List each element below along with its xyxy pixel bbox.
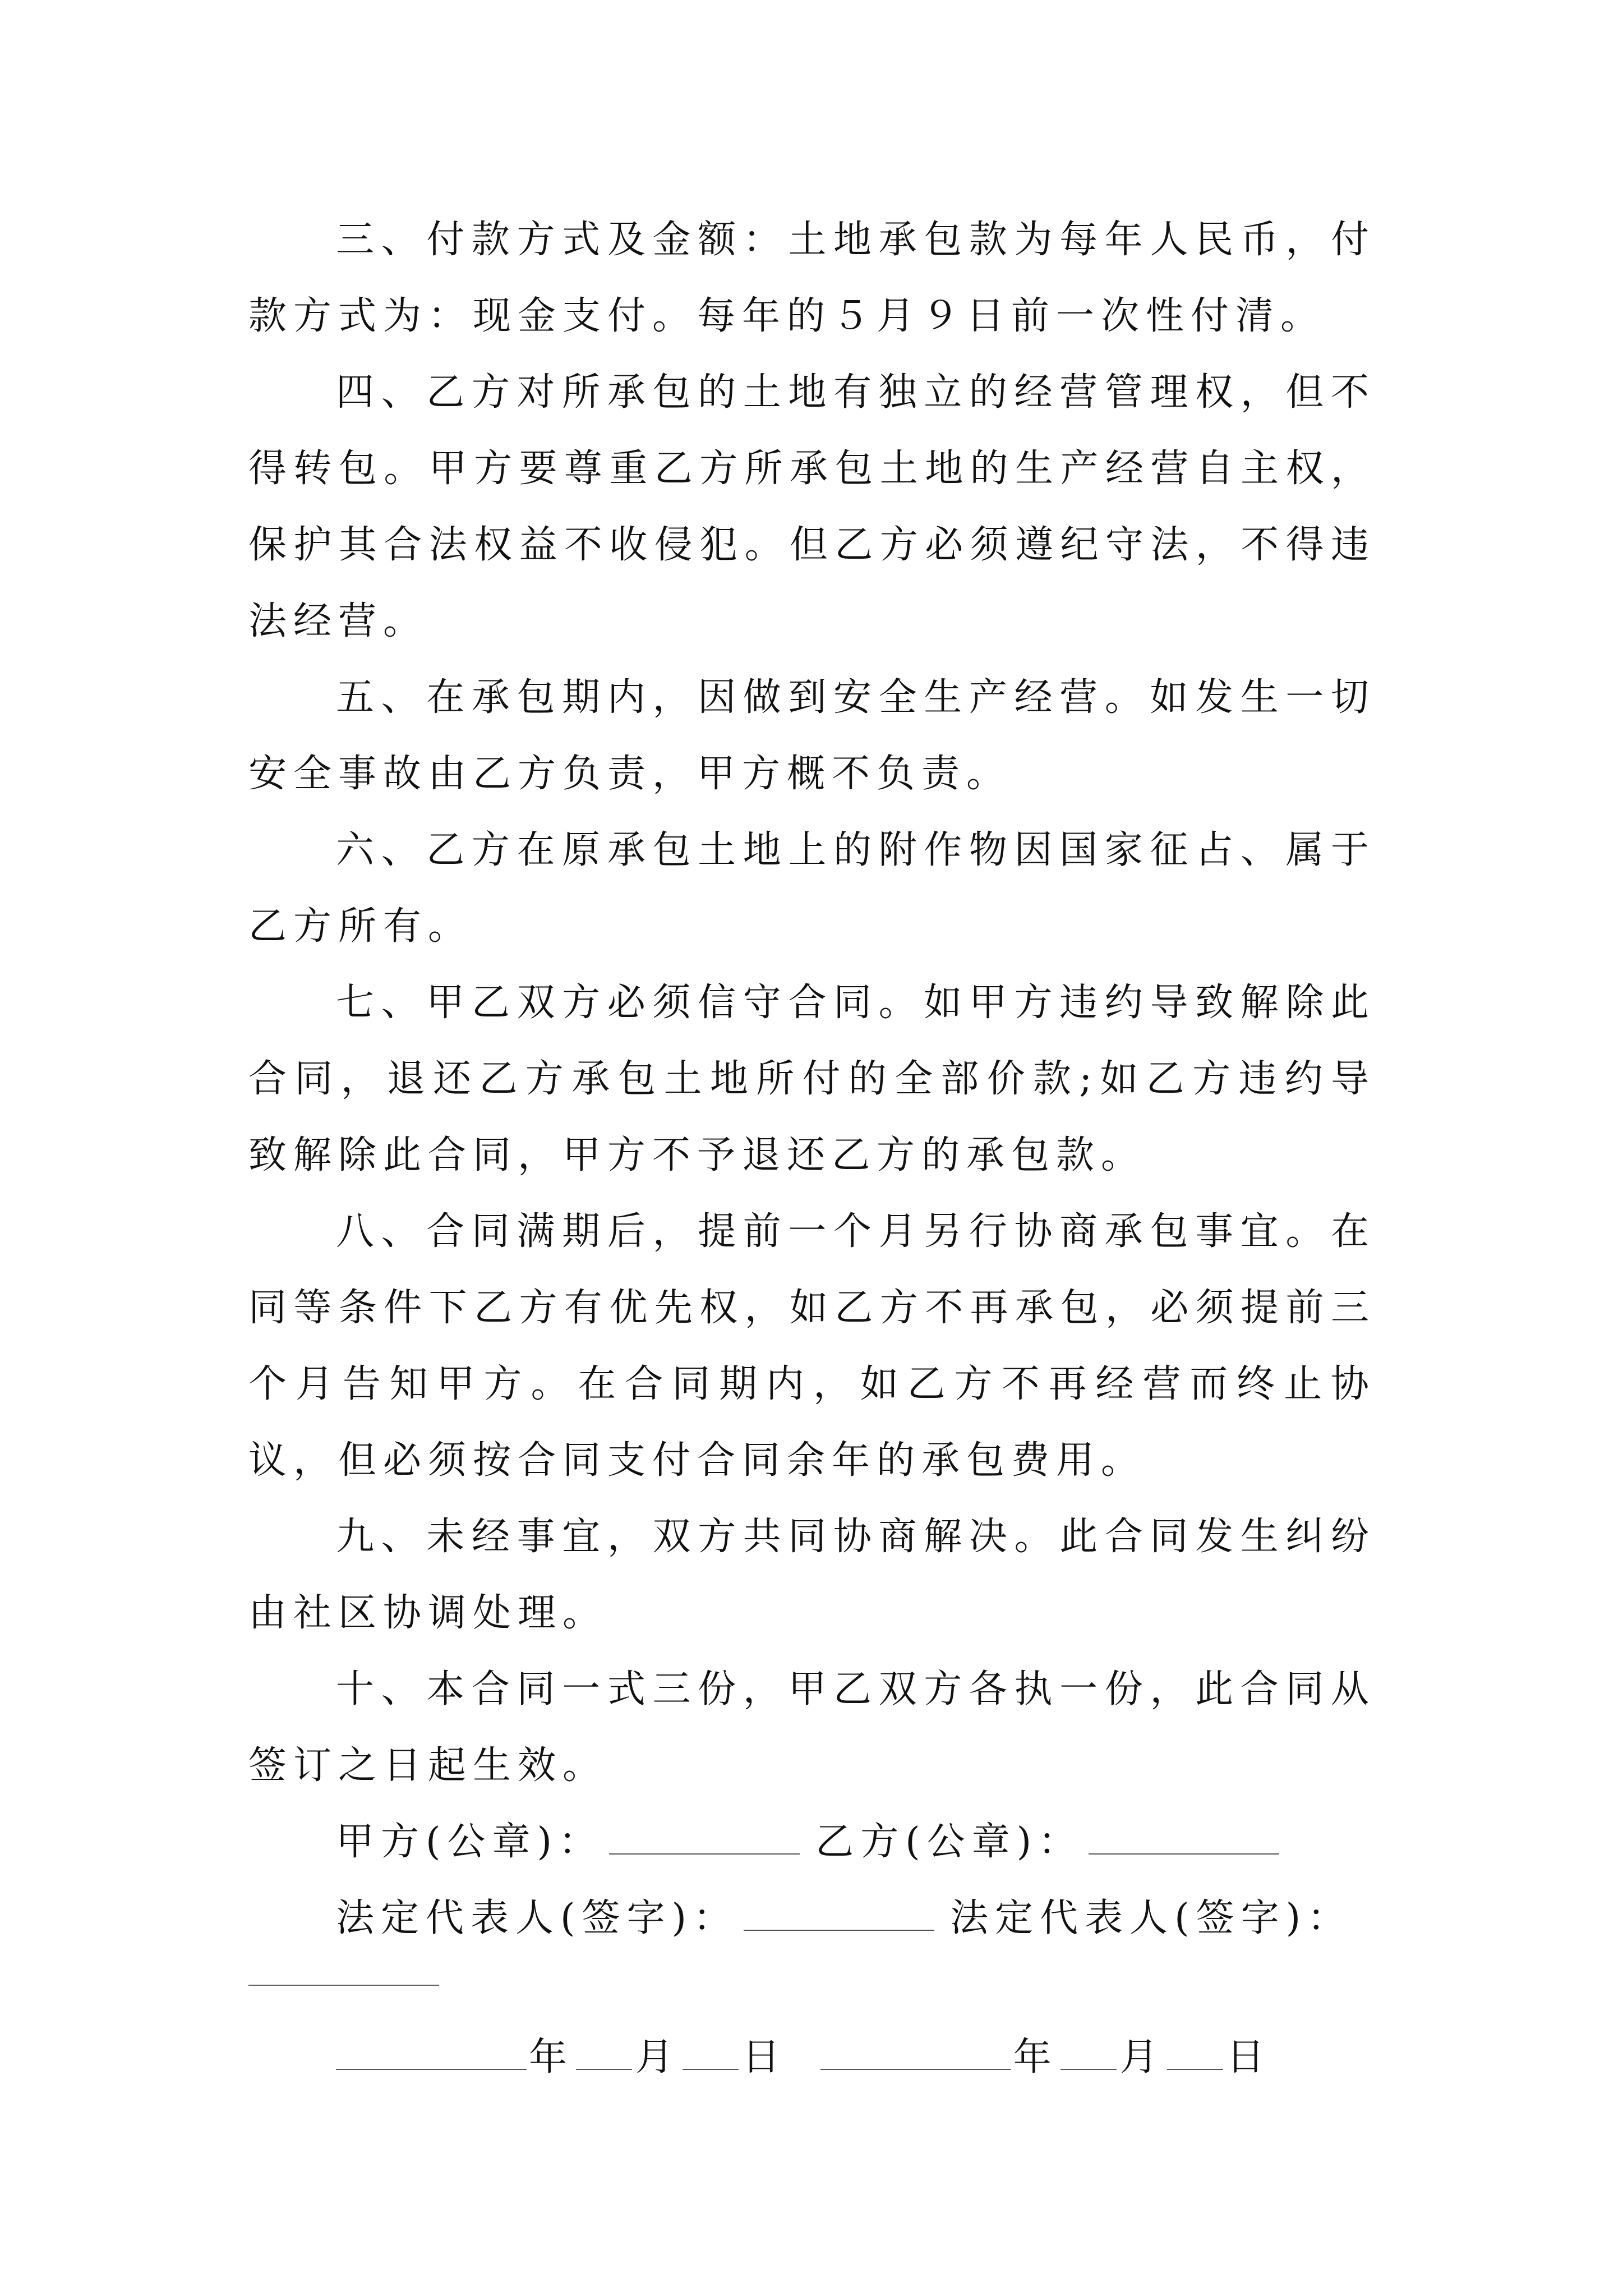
clause-8: 八、合同满期后，提前一个月另行协商承包事宜。在同等条件下乙方有优先权，如乙方不再承包，必须提前三个月告知甲方。在合同期内，如乙方不再经营而终止协议，但必须按合同支付合同余年的承包费用。 <box>248 1209 1376 1483</box>
party-b-month-blank <box>1061 2035 1117 2070</box>
party-b-year-blank <box>820 2035 1011 2070</box>
party-b-year-label: 年 <box>1013 2035 1057 2079</box>
contract-body <box>248 202 1376 2096</box>
seal-row <box>248 1804 1376 1880</box>
clause-3: 三、付款方式及金额：土地承包款为每年人民币，付款方式为：现金支付。每年的５月９日前一次性付清。 <box>248 218 1376 338</box>
party-a-rep-label: 法定代表人(签字)： <box>336 1896 739 1940</box>
party-b-rep-blank <box>248 1973 439 1986</box>
party-b-day-label: 日 <box>1226 2035 1270 2079</box>
party-a-year-label: 年 <box>529 2035 573 2079</box>
party-a-day-label: 日 <box>742 2035 786 2079</box>
party-b-seal-blank <box>1089 1820 1279 1855</box>
party-b-day-blank <box>1167 2035 1223 2070</box>
clause-6: 六、乙方在原承包土地上的附作物因国家征占、属于乙方所有。 <box>248 828 1376 949</box>
clause-5: 五、在承包期内，因做到安全生产经营。如发生一切安全事故由乙方负责，甲方概不负责。 <box>248 675 1376 796</box>
clause-10: 十、本合同一式三份，甲乙双方各执一份，此合同从签订之日起生效。 <box>248 1667 1376 1788</box>
clause-9: 九、未经事宜，双方共同协商解决。此合同发生纠纷由社区协调处理。 <box>248 1515 1376 1635</box>
party-a-month-label: 月 <box>635 2035 680 2079</box>
clause-7: 七、甲乙双方必须信守合同。如甲方违约导致解除此合同，退还乙方承包土地所付的全部价款;如乙方违约导致解除此合同，甲方不予退还乙方的承包款。 <box>248 981 1376 1177</box>
party-b-month-label: 月 <box>1119 2035 1164 2079</box>
representative-row <box>248 1880 1376 1957</box>
party-b-seal-label: 乙方(公章)： <box>815 1820 1083 1864</box>
party-a-year-blank <box>336 2035 527 2070</box>
party-a-rep-blank <box>744 1896 934 1931</box>
party-a-seal-label: 甲方(公章)： <box>336 1820 604 1864</box>
party-a-seal-blank <box>609 1820 800 1855</box>
party-b-rep-label: 法定代表人(签字)： <box>950 1896 1353 1940</box>
clause-4: 四、乙方对所承包的土地有独立的经营管理权，但不得转包。甲方要尊重乙方所承包土地的生产经营自主权，保护其合法权益不收侵犯。但乙方必须遵纪守法，不得违法经营。 <box>248 370 1376 643</box>
party-a-month-blank <box>576 2035 632 2070</box>
party-a-day-blank <box>683 2035 739 2070</box>
date-row <box>248 2019 1376 2096</box>
